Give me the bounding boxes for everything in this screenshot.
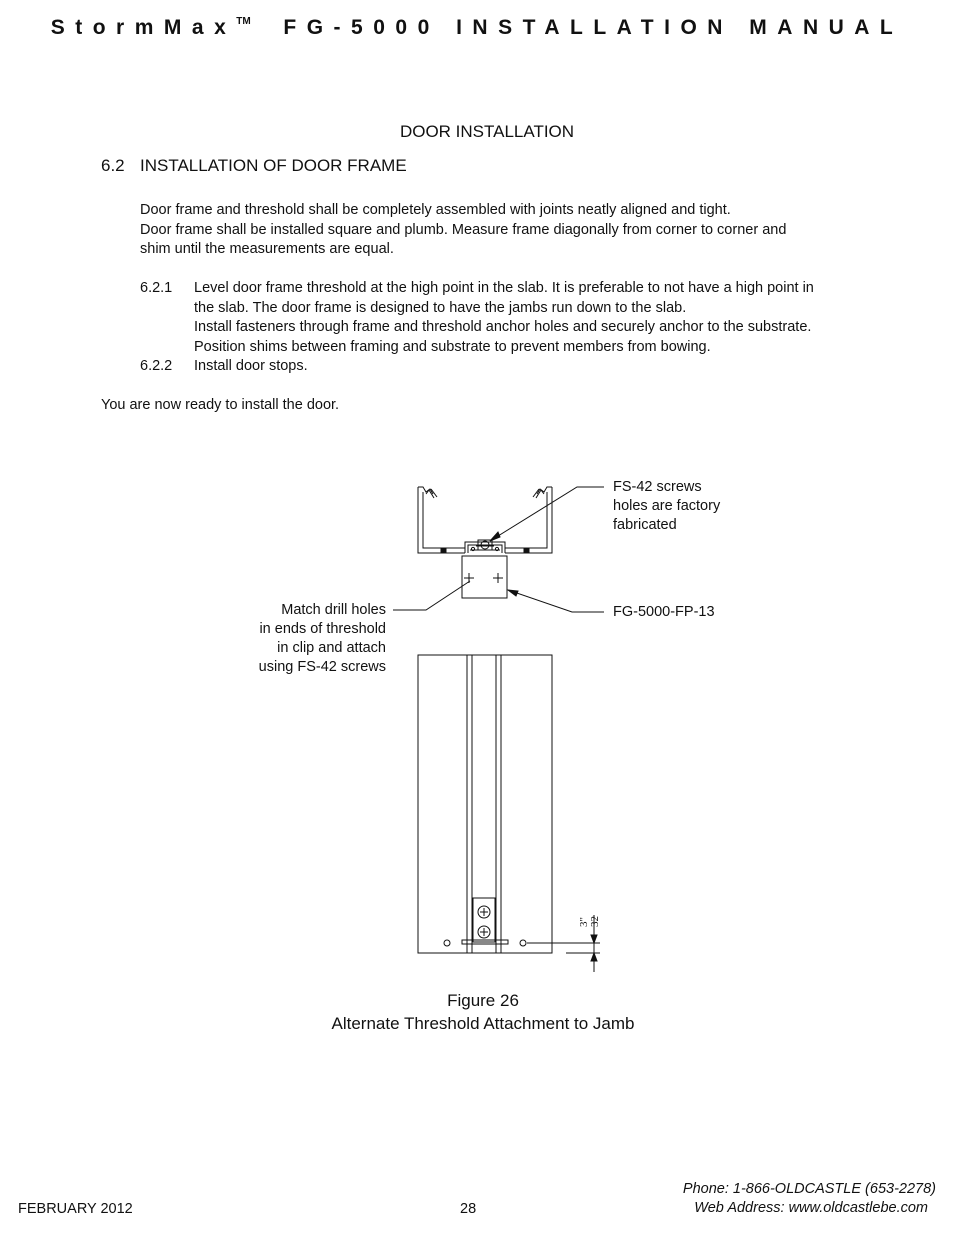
- jamb-elevation-view: [418, 655, 600, 972]
- step-line: Level door frame threshold at the high point in the slab. It is preferable to not have a high point in: [194, 280, 814, 296]
- footer-web: Web Address: www.oldcastlebe.com: [694, 1200, 928, 1216]
- callout-line: using FS-42 screws: [258, 659, 386, 675]
- clip-callout: FG-5000-FP-13: [613, 604, 715, 620]
- frame-section-top-view: [418, 487, 552, 598]
- manual-title: FG-5000 INSTALLATION MANUAL: [283, 16, 904, 39]
- footer-date: FEBRUARY 2012: [18, 1201, 133, 1217]
- callout-line: in ends of threshold: [259, 621, 386, 637]
- callout-line: fabricated: [613, 517, 677, 533]
- page-number: 28: [460, 1201, 477, 1217]
- figure-number: Figure 26: [447, 991, 519, 1010]
- callout-line: in clip and attach: [277, 640, 386, 656]
- step-number: 6.2.1: [140, 280, 173, 296]
- step-line: Position shims between framing and substrate to prevent members from bowing.: [194, 338, 711, 355]
- closing-sentence: You are now ready to install the door.: [101, 397, 340, 413]
- callout-line: holes are factory: [613, 498, 721, 514]
- drill-callout: [186, 601, 386, 677]
- callout-line: FS-42 screws: [613, 479, 702, 495]
- step-number: 6.2.2: [140, 358, 173, 374]
- footer-phone: Phone: 1-866-OLDCASTLE (653-2278): [682, 1181, 936, 1197]
- step-line: the slab. The door frame is designed to have the jambs run down to the slab.: [194, 299, 687, 316]
- trademark: TM: [236, 16, 251, 27]
- intro-line: Door frame shall be installed square and plumb. Measure frame diagonally from corner to corner and: [140, 221, 787, 238]
- step-line: Install door stops.: [194, 358, 308, 374]
- intro-line: Door frame and threshold shall be completely assembled with joints neatly aligned and tight.: [140, 202, 731, 218]
- intro-line: shim until the measurements are equal.: [140, 241, 394, 257]
- callout-line: Match drill holes: [281, 602, 386, 618]
- brand-name: StormMax: [50, 16, 237, 39]
- subsection-title: INSTALLATION OF DOOR FRAME: [140, 156, 407, 175]
- screws-callout: [613, 478, 720, 535]
- dimension-denominator: 32: [589, 916, 601, 927]
- section-title: DOOR INSTALLATION: [399, 122, 575, 141]
- step-line: Install fasteners through frame and threshold anchor holes and securely anchor to the substrate.: [194, 319, 812, 335]
- dimension-label: [579, 903, 609, 927]
- figure-caption: Alternate Threshold Attachment to Jamb: [331, 1014, 635, 1033]
- subsection-number: 6.2: [101, 156, 125, 175]
- dimension-unit: ": [578, 917, 590, 922]
- dimension-numerator: 3: [578, 921, 590, 927]
